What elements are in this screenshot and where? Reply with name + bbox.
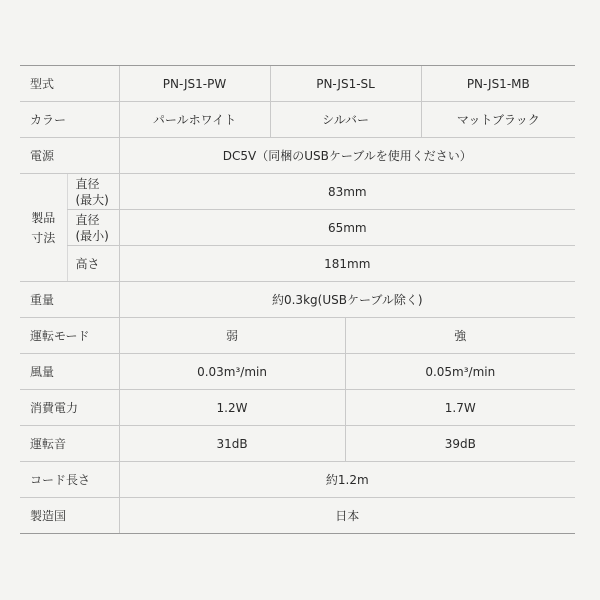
model-sl: PN-JS1-SL [270,66,421,102]
label-diameter-min-line2: (最小) [75,228,109,243]
label-cord-length: コード長さ [20,462,119,498]
diameter-max-value: 83mm [119,174,575,210]
cord-length-value: 約1.2m [119,462,575,498]
color-pw: パールホワイト [119,102,270,138]
color-sl: シルバー [270,102,421,138]
label-dimensions-line1: 製品 [31,210,56,225]
row-cord-length [20,462,575,498]
mode-weak: 弱 [119,318,345,354]
origin-value: 日本 [119,498,575,534]
label-airflow: 風量 [20,354,119,390]
label-model: 型式 [20,66,119,102]
label-power: 電源 [20,138,119,174]
label-diameter-max-line1: 直径 [75,176,100,191]
row-noise [20,426,575,462]
row-height [20,246,575,282]
model-pw: PN-JS1-PW [119,66,270,102]
label-origin: 製造国 [20,498,119,534]
label-diameter-min [67,210,119,246]
row-power [20,138,575,174]
label-dimensions-line2: 寸法 [31,230,56,245]
noise-strong: 39dB [345,426,575,462]
label-diameter-min-line1: 直径 [75,212,100,227]
row-diameter-min [20,210,575,246]
mode-strong: 強 [345,318,575,354]
label-height: 高さ [67,246,119,282]
power-consumption-weak: 1.2W [119,390,345,426]
row-power-consumption [20,390,575,426]
airflow-weak: 0.03m³/min [119,354,345,390]
label-dimensions [20,174,67,282]
row-origin [20,498,575,534]
row-weight [20,282,575,318]
row-model [20,66,575,102]
diameter-min-value: 65mm [119,210,575,246]
label-noise: 運転音 [20,426,119,462]
model-mb: PN-JS1-MB [421,66,575,102]
airflow-strong: 0.05m³/min [345,354,575,390]
power-consumption-strong: 1.7W [345,390,575,426]
row-color [20,102,575,138]
row-diameter-max [20,174,575,210]
weight-value: 約0.3kg(USBケーブル除く) [119,282,575,318]
label-diameter-max [67,174,119,210]
row-airflow [20,354,575,390]
label-mode: 運転モード [20,318,119,354]
label-power-consumption: 消費電力 [20,390,119,426]
height-value: 181mm [119,246,575,282]
row-mode [20,318,575,354]
spec-sheet [20,65,575,534]
color-mb: マットブラック [421,102,575,138]
spec-table [20,65,575,534]
noise-weak: 31dB [119,426,345,462]
label-color: カラー [20,102,119,138]
label-diameter-max-line2: (最大) [75,192,109,207]
power-value: DC5V（同梱のUSBケーブルを使用ください） [119,138,575,174]
label-weight: 重量 [20,282,119,318]
